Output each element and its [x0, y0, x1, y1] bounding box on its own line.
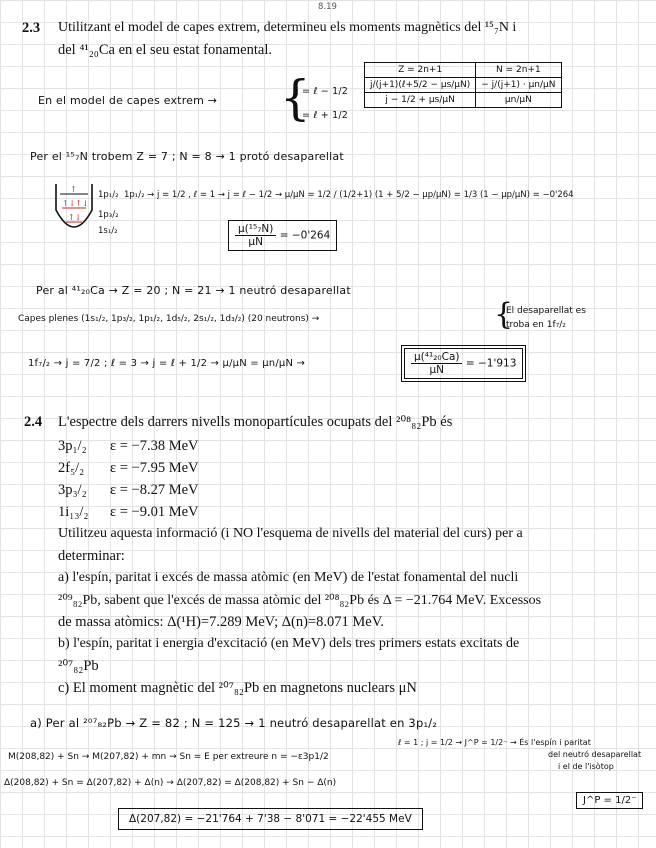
cell-22: μn/μN [476, 93, 561, 108]
problem-2-4-use-1: Utilitzeu aquesta informació (i NO l'esquema de nivells del material del curs) per a [58, 526, 523, 541]
level-orb-0: 3p₁/₂ [58, 438, 87, 454]
ca41-note-1: El desaparellat es [506, 306, 586, 316]
cell-12: − j/(j+1) · μn/μN [476, 78, 561, 93]
ca41-note-2: troba en 1f₇/₂ [506, 320, 566, 330]
ca41-intro: Per al ⁴¹₂₀Ca → Z = 20 ; N = 21 → 1 neutró desaparellat [36, 284, 351, 297]
level-orb-3: 1i₁₃/₂ [58, 504, 89, 520]
problem-number-2-4: 2.4 [24, 414, 43, 430]
ca41-brace: { [494, 297, 514, 332]
orbit-label-1p32: 1p₃/₂ [98, 210, 119, 220]
level-energy-1: ε = −7.95 MeV [110, 460, 199, 476]
problem-2-4-a-3: de massa atòmics: Δ(¹H)=7.289 MeV; Δ(n)=8.071 MeV. [58, 614, 384, 630]
pb-side-3: i el de l'isòtop [558, 762, 614, 771]
level-energy-0: ε = −7.38 MeV [110, 438, 199, 454]
n15-value: = −0'264 [279, 229, 331, 242]
level-energy-3: ε = −9.01 MeV [110, 504, 199, 520]
problem-2-4-b-1: b) l'espín, paritat i energia d'excitació (en MeV) dels tres primers estats excitats de [58, 636, 520, 651]
svg-text:↑: ↑ [70, 185, 77, 194]
cell-11: j/(j+1)(ℓ+5/2 − μs/μN) [365, 78, 476, 93]
ca41-chain: 1f₇/₂ → j = 7/2 ; ℓ = 3 → j = ℓ + 1/2 → μ/μN = μn/μN → [28, 358, 306, 369]
pb-intro: a) Per al ²⁰⁷₈₂Pb → Z = 82 ; N = 125 → 1 neutró desaparellat en 3p₁/₂ [30, 716, 438, 730]
n15-mu: μ(¹⁵₇N) [235, 223, 276, 236]
ca41-full-shells: Capes plenes (1s₁/₂, 1p₃/₂, 1p₁/₂, 1d₅/₂, 2s₁/₂, 1d₃/₂) (20 neutrons) → [18, 314, 320, 324]
page-marker: 8.19 [318, 2, 337, 12]
pb-side-1: ℓ = 1 ; j = 1/2 → J^P = 1/2⁻ → És l'espín i paritat [398, 738, 591, 747]
col-z-head: Z = 2n+1 [365, 63, 476, 78]
ca41-value: = −1'913 [465, 357, 517, 370]
problem-2-4-a-2: ²⁰⁹₈₂Pb, sabent que l'excés de massa atòmic del ²⁰⁸₈₂Pb és Δ = −21.764 MeV. Excessos [58, 593, 542, 608]
problem-2-3-line-2: del ⁴¹₂₀Ca en el seu estat fonamental. [58, 42, 272, 58]
level-orb-1: 2f₅/₂ [58, 460, 85, 476]
problem-2-4-b-2: ²⁰⁷₈₂Pb [58, 658, 99, 674]
pb-final-box: Δ(207,82) = −21'764 + 7'38 − 8'071 = −22'455 MeV [118, 808, 423, 830]
pb-mass-eq: M(208,82) + Sn → M(207,82) + mn → Sn = E per extreure n = −ε3p1/2 [8, 752, 329, 762]
problem-2-4-c-1: c) El moment magnètic del ²⁰⁷₈₂Pb en magnetons nuclears μN [58, 680, 417, 696]
level-energy-2: ε = −8.27 MeV [110, 482, 199, 498]
ca41-result-box [404, 348, 523, 379]
problem-number-2-3: 2.3 [22, 20, 41, 36]
ca41-muN: μN [429, 364, 445, 376]
cell-21: j − 1/2 + μs/μN [365, 93, 476, 108]
pb-side-2: del neutró desaparellat [548, 750, 642, 759]
shell-well-diagram [50, 180, 98, 242]
level-orb-2: 3p₃/₂ [58, 482, 87, 498]
col-n-head: N = 2n+1 [476, 63, 561, 78]
orbit-label-1s12: 1s₁/₂ [98, 226, 118, 236]
svg-text:↑↓: ↑↓ [68, 213, 82, 222]
pb-jp-box: J^P = 1/2⁻ [576, 792, 643, 809]
problem-2-4-a-1: a) l'espín, paritat i excés de massa atòmic (en MeV) de l'estat fonamental del nucli [58, 570, 519, 585]
problem-2-4-intro: L'espectre dels darrers nivells monopartícules ocupats del ²⁰⁸₈₂Pb és [58, 414, 453, 430]
problem-2-3-line-1: Utilitzant el model de capes extrem, determineu els moments magnètics del ¹⁵₇N i [58, 20, 517, 35]
pb-delta-eq: Δ(208,82) + Sn = Δ(207,82) + Δ(n) → Δ(207,82) = Δ(208,82) + Sn − Δ(n) [4, 778, 337, 788]
n15-result-box [228, 220, 337, 251]
shell-row1-j: j = ℓ − 1/2 [296, 86, 349, 97]
n15-intro: Per el ¹⁵₇N trobem Z = 7 ; N = 8 → 1 protó desaparellat [30, 150, 344, 163]
shell-table [364, 62, 562, 108]
left-brace: { [280, 70, 311, 126]
n15-muN: μN [248, 236, 263, 248]
ca41-mu: μ(⁴¹₂₀Ca) [411, 351, 462, 364]
orbit-label-1p12: 1p₁/₂ [98, 190, 119, 200]
shell-row2-j: j = ℓ + 1/2 [296, 110, 349, 121]
shell-model-label: En el model de capes extrem → [38, 94, 218, 107]
n15-chain: 1p₁/₂ → j = 1/2 , ℓ = 1 → j = ℓ − 1/2 → μ/μN = 1/2 / (1/2+1) (1 + 5/2 − μp/μN) = 1/3 (1 − μp/μN) = −0'264 [124, 190, 574, 200]
problem-2-4-use-2: determinar: [58, 548, 125, 564]
svg-text:↑↓↑↓: ↑↓↑↓ [62, 199, 89, 208]
